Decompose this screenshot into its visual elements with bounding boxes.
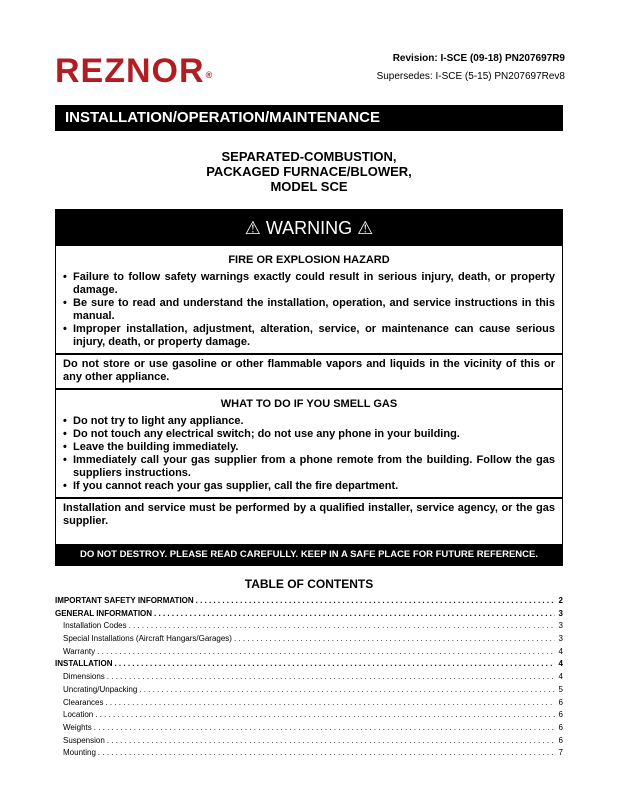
- bullet-item: • Do not touch any electrical switch; do not use any phone in your building.: [63, 428, 555, 441]
- table-of-contents: [55, 595, 563, 760]
- toc-entry-label: Special Installations (Aircraft Hangars/Garages): [63, 634, 232, 644]
- toc-entry[interactable]: [55, 709, 563, 722]
- warning-footer: DO NOT DESTROY. PLEASE READ CAREFULLY. KEEP IN A SAFE PLACE FOR FUTURE REFERENCE.: [56, 544, 562, 565]
- toc-entry[interactable]: [55, 735, 563, 748]
- toc-leader-dots: [114, 658, 555, 671]
- toc-leader-dots: [107, 671, 555, 684]
- warning-box: [55, 209, 563, 566]
- registered-mark: ®: [205, 70, 214, 80]
- toc-title: TABLE OF CONTENTS: [244, 577, 374, 591]
- toc-entry-label: Suspension: [63, 735, 105, 745]
- toc-entry[interactable]: [55, 697, 563, 710]
- toc-entry-page: 3: [558, 621, 563, 631]
- toc-entry-label: Location: [63, 710, 94, 720]
- subtitle-line-2: PACKAGED FURNACE/BLOWER,: [206, 164, 412, 179]
- toc-entry-label: Clearances: [63, 697, 104, 707]
- divider: [56, 388, 562, 390]
- toc-entry-page: 4: [558, 659, 563, 669]
- toc-leader-dots: [95, 709, 555, 722]
- toc-entry[interactable]: [55, 671, 563, 684]
- fire-hazard-list: [63, 271, 555, 349]
- bullet-item: • If you cannot reach your gas supplier, call the fire department.: [63, 480, 555, 493]
- document-type-banner: INSTALLATION/OPERATION/MAINTENANCE: [55, 105, 563, 131]
- bullet-item: • Immediately call your gas supplier from a phone remote from the building. Follow the gas suppliers instructions.: [63, 454, 555, 480]
- toc-entry-page: 6: [558, 735, 563, 745]
- toc-entry-label: Installation Codes: [63, 621, 127, 631]
- reznor-logo: [55, 53, 213, 89]
- toc-entry[interactable]: [55, 684, 563, 697]
- subtitle-line-3: MODEL SCE: [270, 179, 348, 194]
- toc-entry[interactable]: [55, 646, 563, 659]
- toc-entry-label: Warranty: [63, 646, 96, 656]
- toc-leader-dots: [94, 722, 555, 735]
- toc-entry-page: 7: [558, 748, 563, 758]
- toc-entry[interactable]: [55, 658, 563, 671]
- toc-entry-label: GENERAL INFORMATION: [55, 608, 153, 618]
- toc-entry[interactable]: [55, 747, 563, 760]
- toc-entry-page: 4: [558, 672, 563, 682]
- toc-entry-label: IMPORTANT SAFETY INFORMATION: [55, 596, 194, 605]
- toc-entry-label: Uncrating/Unpacking: [63, 684, 138, 694]
- toc-entry[interactable]: [55, 595, 563, 608]
- toc-entry-label: Mounting: [63, 748, 96, 758]
- toc-entry-page: 3: [558, 608, 563, 618]
- bullet-item: • Do not try to light any appliance.: [63, 415, 555, 428]
- warning-heading: ⚠ WARNING ⚠: [56, 210, 562, 246]
- toc-entry-label: Dimensions: [63, 672, 105, 682]
- toc-leader-dots: [196, 595, 555, 608]
- toc-leader-dots: [139, 684, 555, 697]
- fire-hazard-title: FIRE OR EXPLOSION HAZARD: [228, 254, 390, 266]
- toc-entry-page: 6: [558, 710, 563, 720]
- toc-entry-label: Weights: [63, 722, 92, 732]
- gasoline-note: Do not store or use gasoline or other flammable vapors and liquids in the vicinity of this or any other appliance.: [63, 358, 555, 383]
- toc-entry[interactable]: [55, 608, 563, 621]
- toc-leader-dots: [154, 608, 555, 621]
- toc-leader-dots: [234, 633, 555, 646]
- toc-entry-label: INSTALLATION: [55, 659, 113, 669]
- subtitle-line-1: SEPARATED-COMBUSTION,: [221, 149, 397, 164]
- toc-entry[interactable]: [55, 722, 563, 735]
- toc-leader-dots: [97, 646, 555, 659]
- toc-entry-page: 6: [558, 697, 563, 707]
- toc-leader-dots: [129, 620, 555, 633]
- revision-label: Revision: I-SCE (09-18) PN207697R9: [392, 53, 565, 64]
- document-subtitle: [55, 149, 563, 194]
- toc-entry-page: 4: [558, 646, 563, 656]
- toc-entry[interactable]: [55, 633, 563, 646]
- supersedes-label: Supersedes: I-SCE (5-15) PN207697Rev8: [376, 71, 565, 82]
- toc-entry-page: 5: [558, 684, 563, 694]
- toc-leader-dots: [98, 747, 555, 760]
- toc-leader-dots: [105, 697, 555, 710]
- installer-note: Installation and service must be performed by a qualified installer, service agency, or the gas supplier.: [63, 502, 555, 527]
- bullet-item: • Failure to follow safety warnings exactly could result in serious injury, death, or property damage.: [63, 271, 555, 297]
- smell-gas-title: WHAT TO DO IF YOU SMELL GAS: [220, 398, 398, 410]
- warning-body: [56, 254, 562, 528]
- toc-entry[interactable]: [55, 620, 563, 633]
- toc-entry-page: 6: [558, 722, 563, 732]
- logo-text: REZNOR: [55, 52, 205, 90]
- bullet-item: • Improper installation, adjustment, alteration, service, or maintenance can cause serious injury, death, or property damage.: [63, 323, 555, 349]
- toc-entry-page: 3: [558, 634, 563, 644]
- toc-leader-dots: [107, 735, 555, 748]
- bullet-item: • Leave the building immediately.: [63, 441, 555, 454]
- smell-gas-list: [63, 415, 555, 493]
- bullet-item: • Be sure to read and understand the installation, operation, and service instructions in this manual.: [63, 297, 555, 323]
- toc-entry-page: 2: [558, 596, 563, 605]
